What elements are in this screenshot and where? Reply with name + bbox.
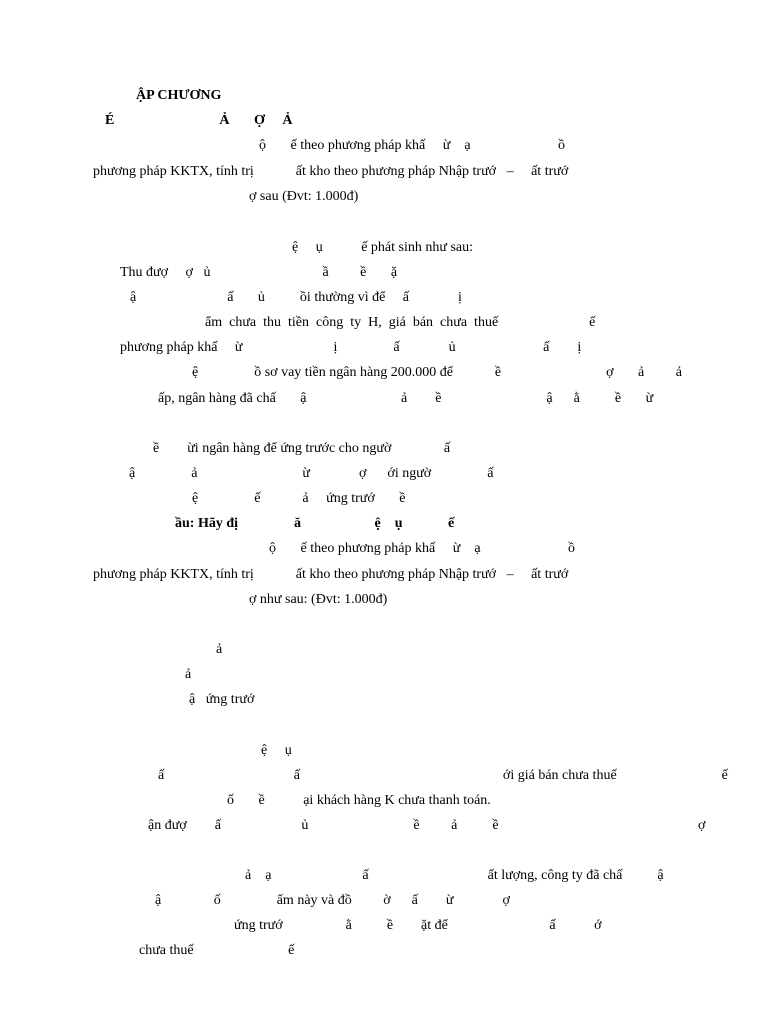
text-line: ậ ả ừ ợ ới ngườ ấ bbox=[129, 466, 494, 481]
text-line: ề ừi ngân hàng để ứng trước cho ngườ ấ bbox=[153, 441, 451, 456]
text-line: phương pháp KKTX, tính trị ất kho theo phương pháp Nhập trướ – ất trướ bbox=[93, 567, 569, 582]
text-line: ộ ế theo phương pháp khấ ừ ạ ồ bbox=[269, 541, 576, 556]
text-line: ẩm chưa thu tiền công ty H, giá bán chưa thuế ế bbox=[205, 315, 596, 330]
text-line: ệ ế ả ứng trướ ề bbox=[192, 491, 406, 506]
text-line: ố ề ại khách hàng K chưa thanh toán. bbox=[227, 793, 491, 808]
text-line: ợ như sau: (Đvt: 1.000đ) bbox=[249, 592, 388, 607]
text-line: phương pháp KKTX, tính trị ất kho theo phương pháp Nhập trướ – ất trướ bbox=[93, 164, 569, 179]
section-intro: ệ ụ bbox=[261, 743, 292, 758]
list-item: ậ ứng trướ bbox=[189, 692, 255, 707]
text-line: ả ạ ấ ất lượng, công ty đã chấ ậ bbox=[245, 868, 664, 883]
question-heading: ầu: Hãy đị ă ệ ụ ế bbox=[175, 516, 455, 531]
text-line: ậ ấ ủ ồi thường vì để ấ ị bbox=[130, 290, 462, 305]
text-line: ậ ố ẩm này và đồ ờ ấ ừ ợ bbox=[155, 893, 510, 908]
list-item: ả bbox=[185, 667, 192, 682]
section-intro: ệ ụ ế phát sinh như sau: bbox=[292, 240, 474, 255]
chapter-heading: ẬP CHƯƠNG bbox=[136, 88, 222, 103]
text-line: Thu đượ ợ ủ ầ ề ặ bbox=[120, 265, 398, 280]
exercise-heading: É Ả Ợ Ả bbox=[105, 113, 293, 128]
text-line: ợ sau (Đvt: 1.000đ) bbox=[249, 189, 359, 204]
text-line: ấp, ngân hàng đã chấ ậ ả ề ậ ằ ề ừ bbox=[158, 391, 654, 406]
text-line: chưa thuế ế bbox=[139, 943, 295, 958]
text-line: ấ ấ ới giá bán chưa thuế ế bbox=[158, 768, 728, 783]
text-line: ệ ồ sơ vay tiền ngân hàng 200.000 để ề ợ ả ả bbox=[192, 365, 682, 380]
text-line: ận đượ ấ ủ ề ả ề ợ bbox=[148, 818, 706, 833]
text-line: ứng trướ ằ ề ặt để ấ ớ bbox=[234, 918, 602, 933]
list-item: ả bbox=[216, 642, 223, 657]
text-line: ộ ế theo phương pháp khấ ừ ạ ồ bbox=[259, 138, 566, 153]
text-line: phương pháp khấ ừ ị ấ ủ ấ ị bbox=[120, 340, 582, 355]
